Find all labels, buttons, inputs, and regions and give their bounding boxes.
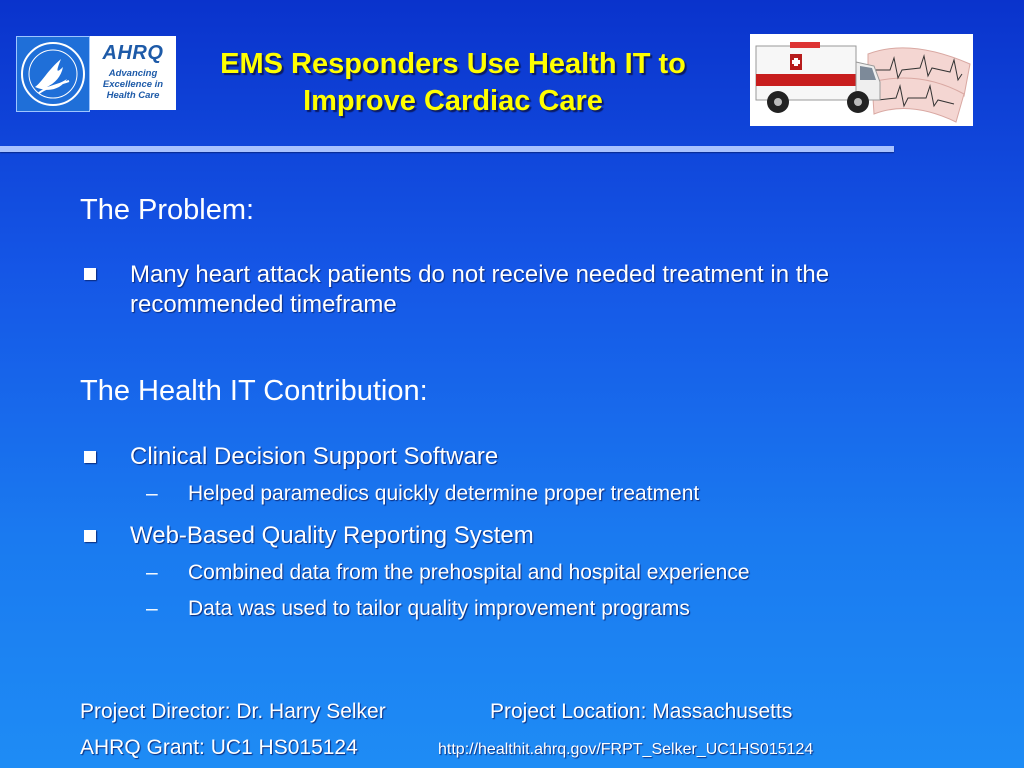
project-url-link[interactable]: http://healthit.ahrq.gov/FRPT_Selker_UC1HS015124 — [438, 741, 814, 758]
ahrq-logo-name: AHRQ — [102, 42, 164, 64]
hhs-eagle-icon — [17, 37, 89, 111]
project-location: Project Location: Massachusetts — [490, 700, 793, 723]
slide-title — [168, 46, 738, 120]
bullet-square-icon — [84, 451, 96, 463]
contribution-subitem: Helped paramedics quickly determine proper treatment — [188, 482, 700, 505]
contribution-item: Clinical Decision Support Software — [130, 443, 499, 470]
problem-heading: The Problem: — [80, 194, 255, 226]
ahrq-logo — [90, 36, 176, 110]
ahrq-logo-tagline: Advancing Excellence in Health Care — [102, 68, 164, 101]
project-director: Project Director: Dr. Harry Selker — [80, 700, 386, 723]
dash-bullet-icon: – — [146, 482, 158, 505]
slide-title-line-1: EMS Responders Use Health IT to — [220, 48, 686, 80]
ambulance-photo — [750, 34, 973, 126]
dash-bullet-icon: – — [146, 597, 158, 620]
grant-number: AHRQ Grant: UC1 HS015124 — [80, 736, 358, 759]
contribution-subitem: Data was used to tailor quality improvement programs — [188, 597, 690, 620]
slide-title-line-2: Improve Cardiac Care — [303, 85, 603, 117]
ambulance-ecg-icon — [750, 34, 973, 126]
dash-bullet-icon: – — [146, 561, 158, 584]
problem-bullet: Many heart attack patients do not receive needed treatment in the recommended timeframe — [130, 261, 830, 318]
contribution-item: Web-Based Quality Reporting System — [130, 522, 534, 549]
bullet-square-icon — [84, 530, 96, 542]
contribution-heading: The Health IT Contribution: — [80, 375, 428, 407]
bullet-square-icon — [84, 268, 96, 280]
hhs-seal-logo — [16, 36, 90, 112]
title-divider — [0, 146, 894, 152]
contribution-subitem: Combined data from the prehospital and hospital experience — [188, 561, 750, 584]
